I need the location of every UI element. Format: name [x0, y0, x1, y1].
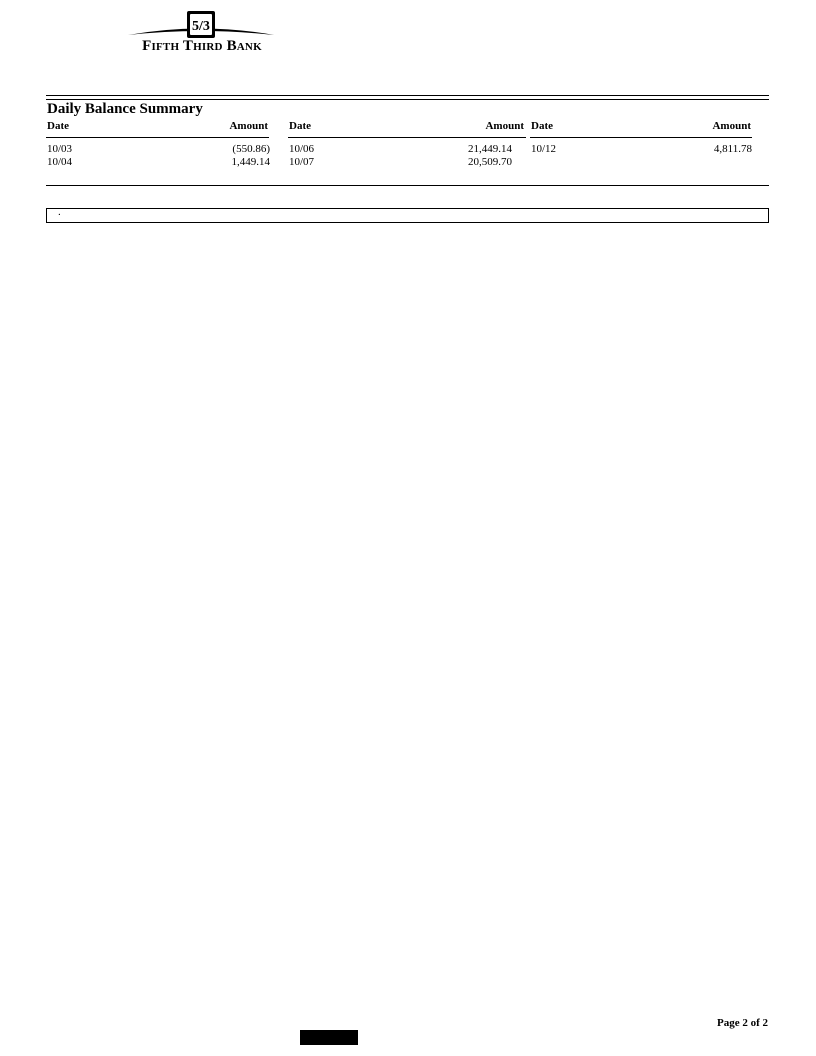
page-number: Page 2 of 2	[716, 1017, 768, 1029]
balance-amount: 21,449.14	[468, 143, 512, 155]
col2-header-rule	[288, 137, 526, 138]
bank-name: Fifth Third Bank	[142, 38, 262, 54]
balance-date: 10/12	[531, 143, 557, 155]
section-title: Daily Balance Summary	[47, 101, 203, 117]
col3-date-header: Date	[531, 120, 553, 132]
col1-amount-header: Amount	[229, 120, 268, 132]
note-box	[46, 208, 769, 223]
note-text: .	[58, 206, 61, 218]
logo-mark-icon	[126, 8, 276, 40]
balance-amount: 1,449.14	[231, 156, 270, 168]
svg-text:5/3: 5/3	[192, 19, 210, 34]
balance-amount: 4,811.78	[713, 143, 752, 155]
top-rule	[46, 95, 769, 96]
balance-date: 10/03	[47, 143, 73, 155]
balance-date: 10/04	[47, 156, 73, 168]
section-bottom-rule	[46, 185, 769, 186]
col3-amount-header: Amount	[712, 120, 751, 132]
col3-header-rule	[530, 137, 752, 138]
balance-date: 10/06	[289, 143, 315, 155]
balance-amount: (550.86)	[232, 143, 270, 155]
col2-date-header: Date	[289, 120, 311, 132]
col1-date-header: Date	[47, 120, 69, 132]
col2-amount-header: Amount	[485, 120, 524, 132]
balance-date: 10/07	[289, 156, 315, 168]
fifth-third-logo	[126, 8, 276, 58]
barcode-mark	[300, 1030, 358, 1045]
col1-header-rule	[46, 137, 269, 138]
top-rule-2	[46, 99, 769, 100]
balance-amount: 20,509.70	[468, 156, 512, 168]
